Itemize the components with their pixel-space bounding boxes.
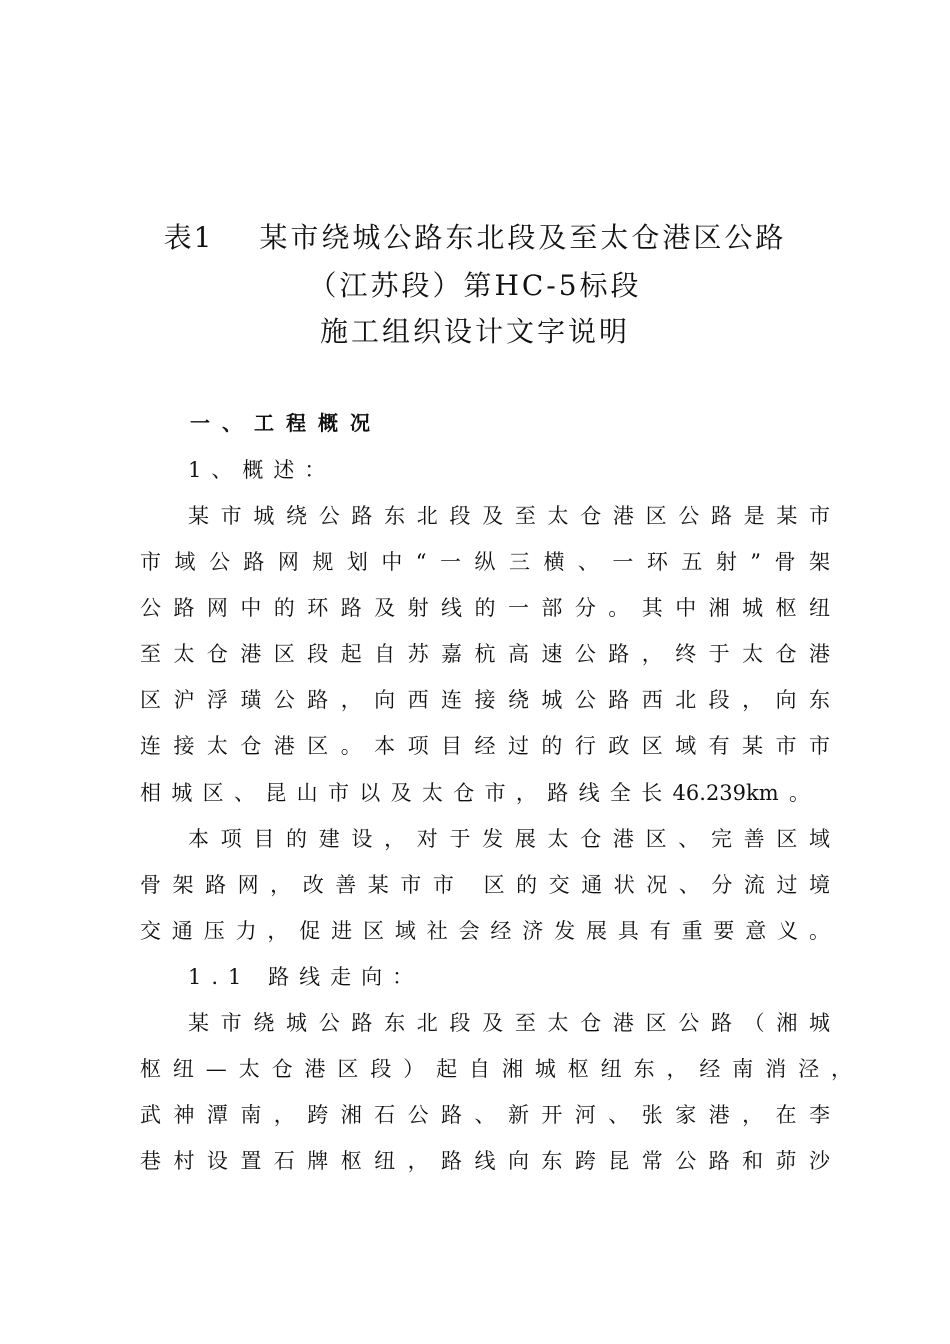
paragraph-line: 公路网中的环路及射线的一部分。其中湘城枢纽 <box>140 596 830 620</box>
subsection-heading-route: 1.1 路线走向： <box>188 965 424 989</box>
section-heading: 一、工程概况 <box>190 411 382 435</box>
paragraph-line: 交通压力，促进区域社会经济发展具有重要意义。 <box>140 919 830 943</box>
paragraph-line: 连接太仓港区。本项目经过的行政区域有某市市 <box>140 734 830 758</box>
paragraph-line: 相城区、昆山市以及太仓市，路线全长46.239km。 <box>140 781 810 805</box>
document-title-line-1 <box>0 218 950 258</box>
paragraph-line: 某市绕城公路东北段及至太仓港区公路（湘城 <box>188 1011 830 1035</box>
paragraph-line: 某市城绕公路东北段及至太仓港区公路是某市 <box>188 504 830 528</box>
paragraph-line: 骨架路网，改善某市市 区的交通状况、分流过境 <box>140 873 830 897</box>
subsection-heading-overview: 1、概述： <box>188 458 336 482</box>
document-title-line-2: （江苏段）第HC-5标段 <box>308 269 642 302</box>
paragraph-line: 本项目的建设，对于发展太仓港区、完善区域 <box>188 827 830 851</box>
paragraph-line: 区沪浮璜公路，向西连接绕城公路西北段，向东 <box>140 688 830 712</box>
table-label: 表1 <box>163 221 214 254</box>
paragraph-line: 至太仓港区段起自苏嘉杭高速公路，终于太仓港 <box>140 642 830 666</box>
document-title-line-3: 施工组织设计文字说明 <box>319 315 630 348</box>
paragraph-line: 巷村设置石牌枢纽，路线向东跨昆常公路和茆沙 <box>140 1149 830 1173</box>
paragraph-line: 武神潭南，跨湘石公路、新开河、张家港，在李 <box>140 1103 830 1127</box>
paragraph-line: 枢纽—太仓港区段）起自湘城枢纽东，经南消泾， <box>140 1057 852 1081</box>
title-text-1: 某市绕城公路东北段及至太仓港区公路 <box>259 221 787 254</box>
paragraph-line: 市域公路网规划中“一纵三横、一环五射”骨架 <box>140 550 830 574</box>
